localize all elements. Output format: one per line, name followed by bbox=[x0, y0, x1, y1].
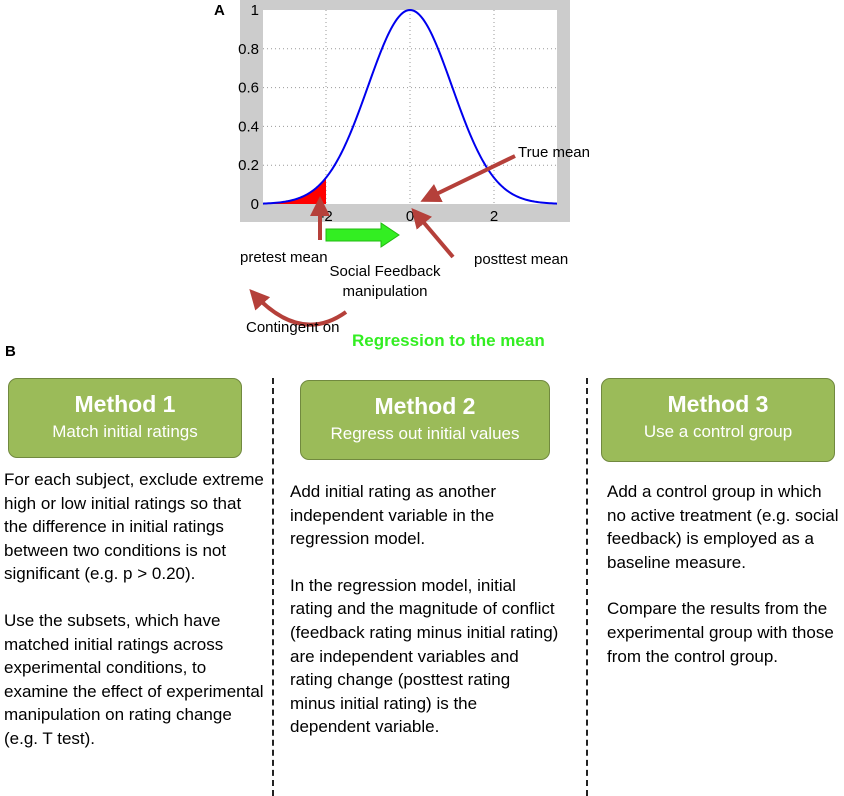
method-2-paragraph-1: Add initial rating as another independent variable in the regression model. bbox=[290, 482, 497, 549]
method-3-description bbox=[607, 480, 843, 668]
panel-b-label: B bbox=[5, 343, 16, 360]
social-feedback-line1: Social Feedback bbox=[329, 263, 441, 280]
regression-to-mean-label: Regression to the mean bbox=[352, 331, 545, 350]
method-3-paragraph-1: Add a control group in which no active treatment (e.g. social feedback) is employed as a baseline measure. bbox=[607, 482, 839, 572]
x-tick-label: -2 bbox=[319, 208, 333, 225]
method-3-box bbox=[601, 378, 835, 462]
social-feedback-label bbox=[322, 262, 448, 302]
posttest-mean-label: posttest mean bbox=[474, 251, 569, 268]
method-2-description bbox=[290, 480, 560, 739]
method-1-paragraph-1: For each subject, exclude extreme high or low initial ratings so that the difference in initial ratings between two conditions is not significant (e.g. p > 0.20). bbox=[4, 470, 264, 584]
method-2-title: Method 2 bbox=[374, 393, 476, 419]
contingent-on-label: Contingent on bbox=[246, 319, 340, 336]
method-3-paragraph-2: Compare the results from the experimental group with those from the control group. bbox=[607, 599, 834, 666]
y-tick-label: 0.6 bbox=[238, 79, 259, 97]
social-feedback-line2: manipulation bbox=[342, 283, 428, 300]
y-tick-label: 1 bbox=[250, 2, 259, 19]
method-2-box bbox=[300, 380, 550, 460]
method-3-subtitle: Use a control group bbox=[643, 422, 793, 441]
panel-a-label: A bbox=[214, 2, 225, 19]
manipulation-arrow bbox=[326, 223, 399, 247]
method-3-title: Method 3 bbox=[667, 391, 769, 417]
divider-1 bbox=[272, 378, 274, 796]
x-tick-label: 0 bbox=[405, 208, 415, 225]
y-tick-label: 0.8 bbox=[238, 40, 259, 58]
y-tick-label: 0.2 bbox=[238, 157, 259, 175]
method-1-title: Method 1 bbox=[74, 391, 176, 417]
method-1-description bbox=[4, 468, 266, 751]
method-1-box bbox=[8, 378, 242, 458]
divider-2 bbox=[586, 378, 588, 796]
method-2-paragraph-2: In the regression model, initial rating and the magnitude of conflict (feedback rating minus initial rating) are independent variables and rating change (posttest rating minus initial rating) is the dependent variable. bbox=[290, 575, 559, 737]
y-tick-label: 0.4 bbox=[238, 118, 259, 136]
method-1-paragraph-2: Use the subsets, which have matched initial ratings across experimental conditions, to examine the effect of experimental manipulation on rating change (e.g. T test). bbox=[4, 610, 264, 748]
method-2-subtitle: Regress out initial values bbox=[330, 424, 520, 443]
true-mean-label: True mean bbox=[518, 144, 590, 161]
method-1-subtitle: Match initial ratings bbox=[52, 422, 198, 441]
y-tick-label: 0 bbox=[250, 196, 259, 213]
x-tick-label: 2 bbox=[489, 208, 499, 225]
pretest-mean-label: pretest mean bbox=[240, 249, 328, 266]
